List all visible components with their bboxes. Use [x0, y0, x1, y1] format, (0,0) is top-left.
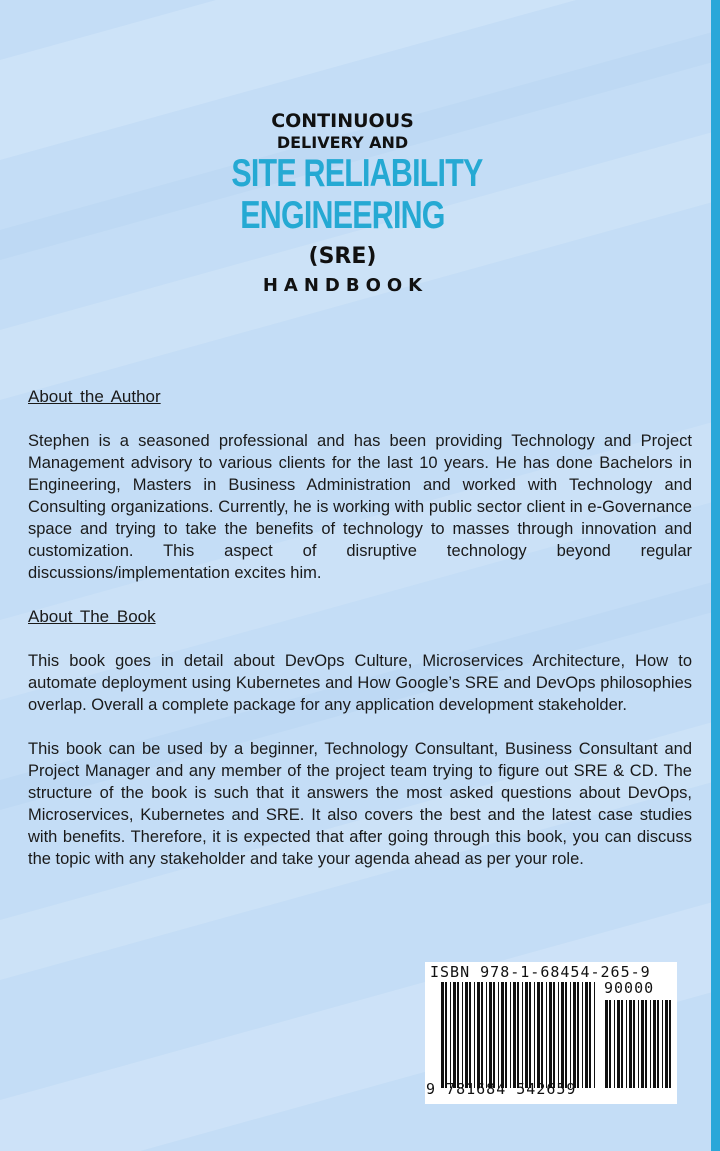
title-line-engineering: ENGINEERING — [240, 194, 445, 237]
title-line-handbook: HANDBOOK — [262, 275, 429, 296]
book-title — [200, 110, 485, 297]
about-book-paragraph-1: This book goes in detail about DevOps Culture, Microservices Architecture, How to automate deployment using Kubernetes and How Google’s SRE and DevOps philosophies overlap. Overall a complete package for any application development stakeholder. — [28, 652, 692, 714]
title-line-continuous: CONTINUOUS — [271, 110, 414, 132]
title-line-delivery-and: DELIVERY AND — [276, 133, 409, 152]
title-line-sre: (SRE) — [308, 244, 377, 269]
about-book-paragraph-2: This book can be used by a beginner, Technology Consultant, Business Consultant and Project Manager and any member of the project team trying to figure out SRE & CD. The structure of the book is such that it answers the most asked questions about DevOps, Microservices, Kubernetes and SRE. It also covers the best and the latest case studies with benefits. Therefore, it is expected that after going through this book, you can discuss the topic with any stakeholder and take your agenda ahead as per your role. — [28, 740, 692, 868]
price-code: 90000 — [604, 979, 655, 997]
title-line-site-reliability: SITE RELIABILITY — [231, 152, 483, 195]
spine-edge — [711, 0, 720, 1151]
isbn-barcode — [425, 962, 677, 1104]
isbn-label: ISBN 978-1-68454-265-9 — [430, 963, 651, 981]
back-cover-text — [28, 386, 692, 870]
about-book-heading: About The Book — [28, 607, 156, 626]
about-author-text: Stephen is a seasoned professional and has been providing Technology and Project Management advisory to various clients for the last 10 years. He has done Bachelors in Engineering, Masters in Business Administration and worked with Technology and Consulting organizations. Currently, he is working with public sector client in e-Governance space and trying to take the benefits of technology to masses through innovation and customization. This aspect of disruptive technology beyond regular discussions/implementation excites him. — [28, 432, 692, 582]
about-author-heading: About the Author — [28, 387, 161, 406]
isbn-digits: 9 781684 542659 — [426, 1080, 577, 1098]
